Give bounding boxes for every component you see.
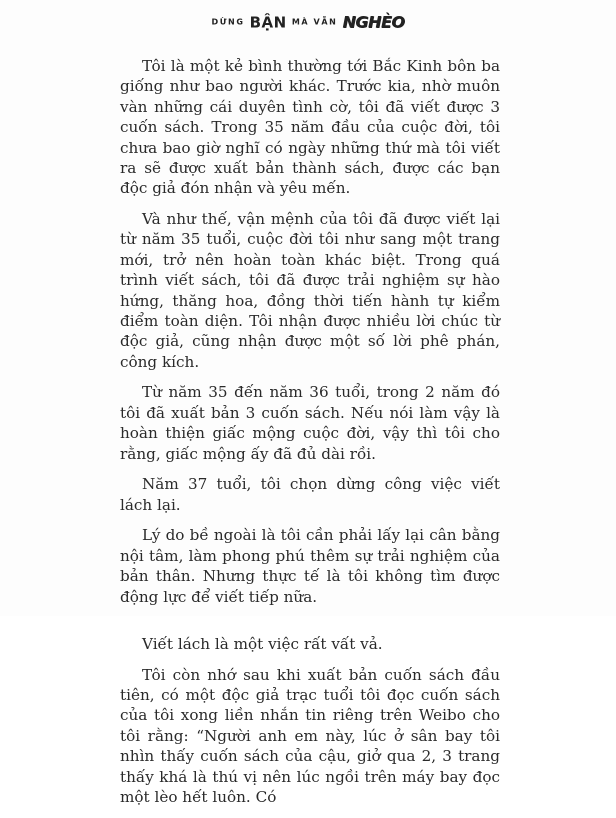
paragraph: Viết lách là một việc rất vất vả. <box>142 634 383 653</box>
paragraph: Tôi còn nhớ sau khi xuất bản cuốn sách đầu tiên, có một độc giả trạc tuổi tôi đọc cuốn sách của tôi xong liền nhắn tin riêng trên Weibo cho tôi rằng: “Người anh em này, lúc ở sân bay tôi nhìn thấy cuốn sách của cậu, giở qua 2, 3 trang thấy khá là thú vị nên lúc ngồi trên máy bay đọc một lèo hết luôn. Có <box>120 665 500 806</box>
paragraph: Lý do bề ngoài là tôi cần phải lấy lại cân bằng nội tâm, làm phong phú thêm sự trải nghiệm của bản thân. Nhưng thực tế là tôi không tìm được động lực để viết tiếp nữa. <box>120 526 500 606</box>
header-word-ban: BẬN <box>249 13 287 32</box>
header-word-dung: DỪNG <box>211 17 245 27</box>
header-word-ngheo: NGHÈO <box>342 12 405 32</box>
paragraph: Và như thế, vận mệnh của tôi đã được viết lại từ năm 35 tuổi, cuộc đời tôi như sang một trang mới, trở nên hoàn toàn khác biệt. Trong quá trình viết sách, tôi đã được trải nghiệm sự hào hứng, thăng hoa, đồng thời tiến hành tự kiểm điểm toàn diện. Tôi nhận được nhiều lời chúc từ độc giả, cũng nhận được một số lời phê phán, công kích. <box>120 210 500 371</box>
paragraph: Năm 37 tuổi, tôi chọn dừng công việc viết lách lại. <box>120 475 500 514</box>
header-word-ma-van: MÀ VẪN <box>291 17 338 27</box>
body-text <box>120 56 500 818</box>
running-header <box>0 8 616 37</box>
paragraph: Tôi là một kẻ bình thường tới Bắc Kinh bôn ba giống như bao người khác. Trước kia, nhờ muôn vàn những cái duyên tình cờ, tôi đã viết được 3 cuốn sách. Trong 35 năm đầu của cuộc đời, tôi chưa bao giờ nghĩ có ngày những thứ mà tôi viết ra sẽ được xuất bản thành sách, được các bạn độc giả đón nhận và yêu mến. <box>120 57 500 198</box>
paragraph: Từ năm 35 đến năm 36 tuổi, trong 2 năm đó tôi đã xuất bản 3 cuốn sách. Nếu nói làm vậy là hoàn thiện giấc mộng cuộc đời, vậy thì tôi cho rằng, giấc mộng ấy đã đủ dài rồi. <box>120 383 500 463</box>
